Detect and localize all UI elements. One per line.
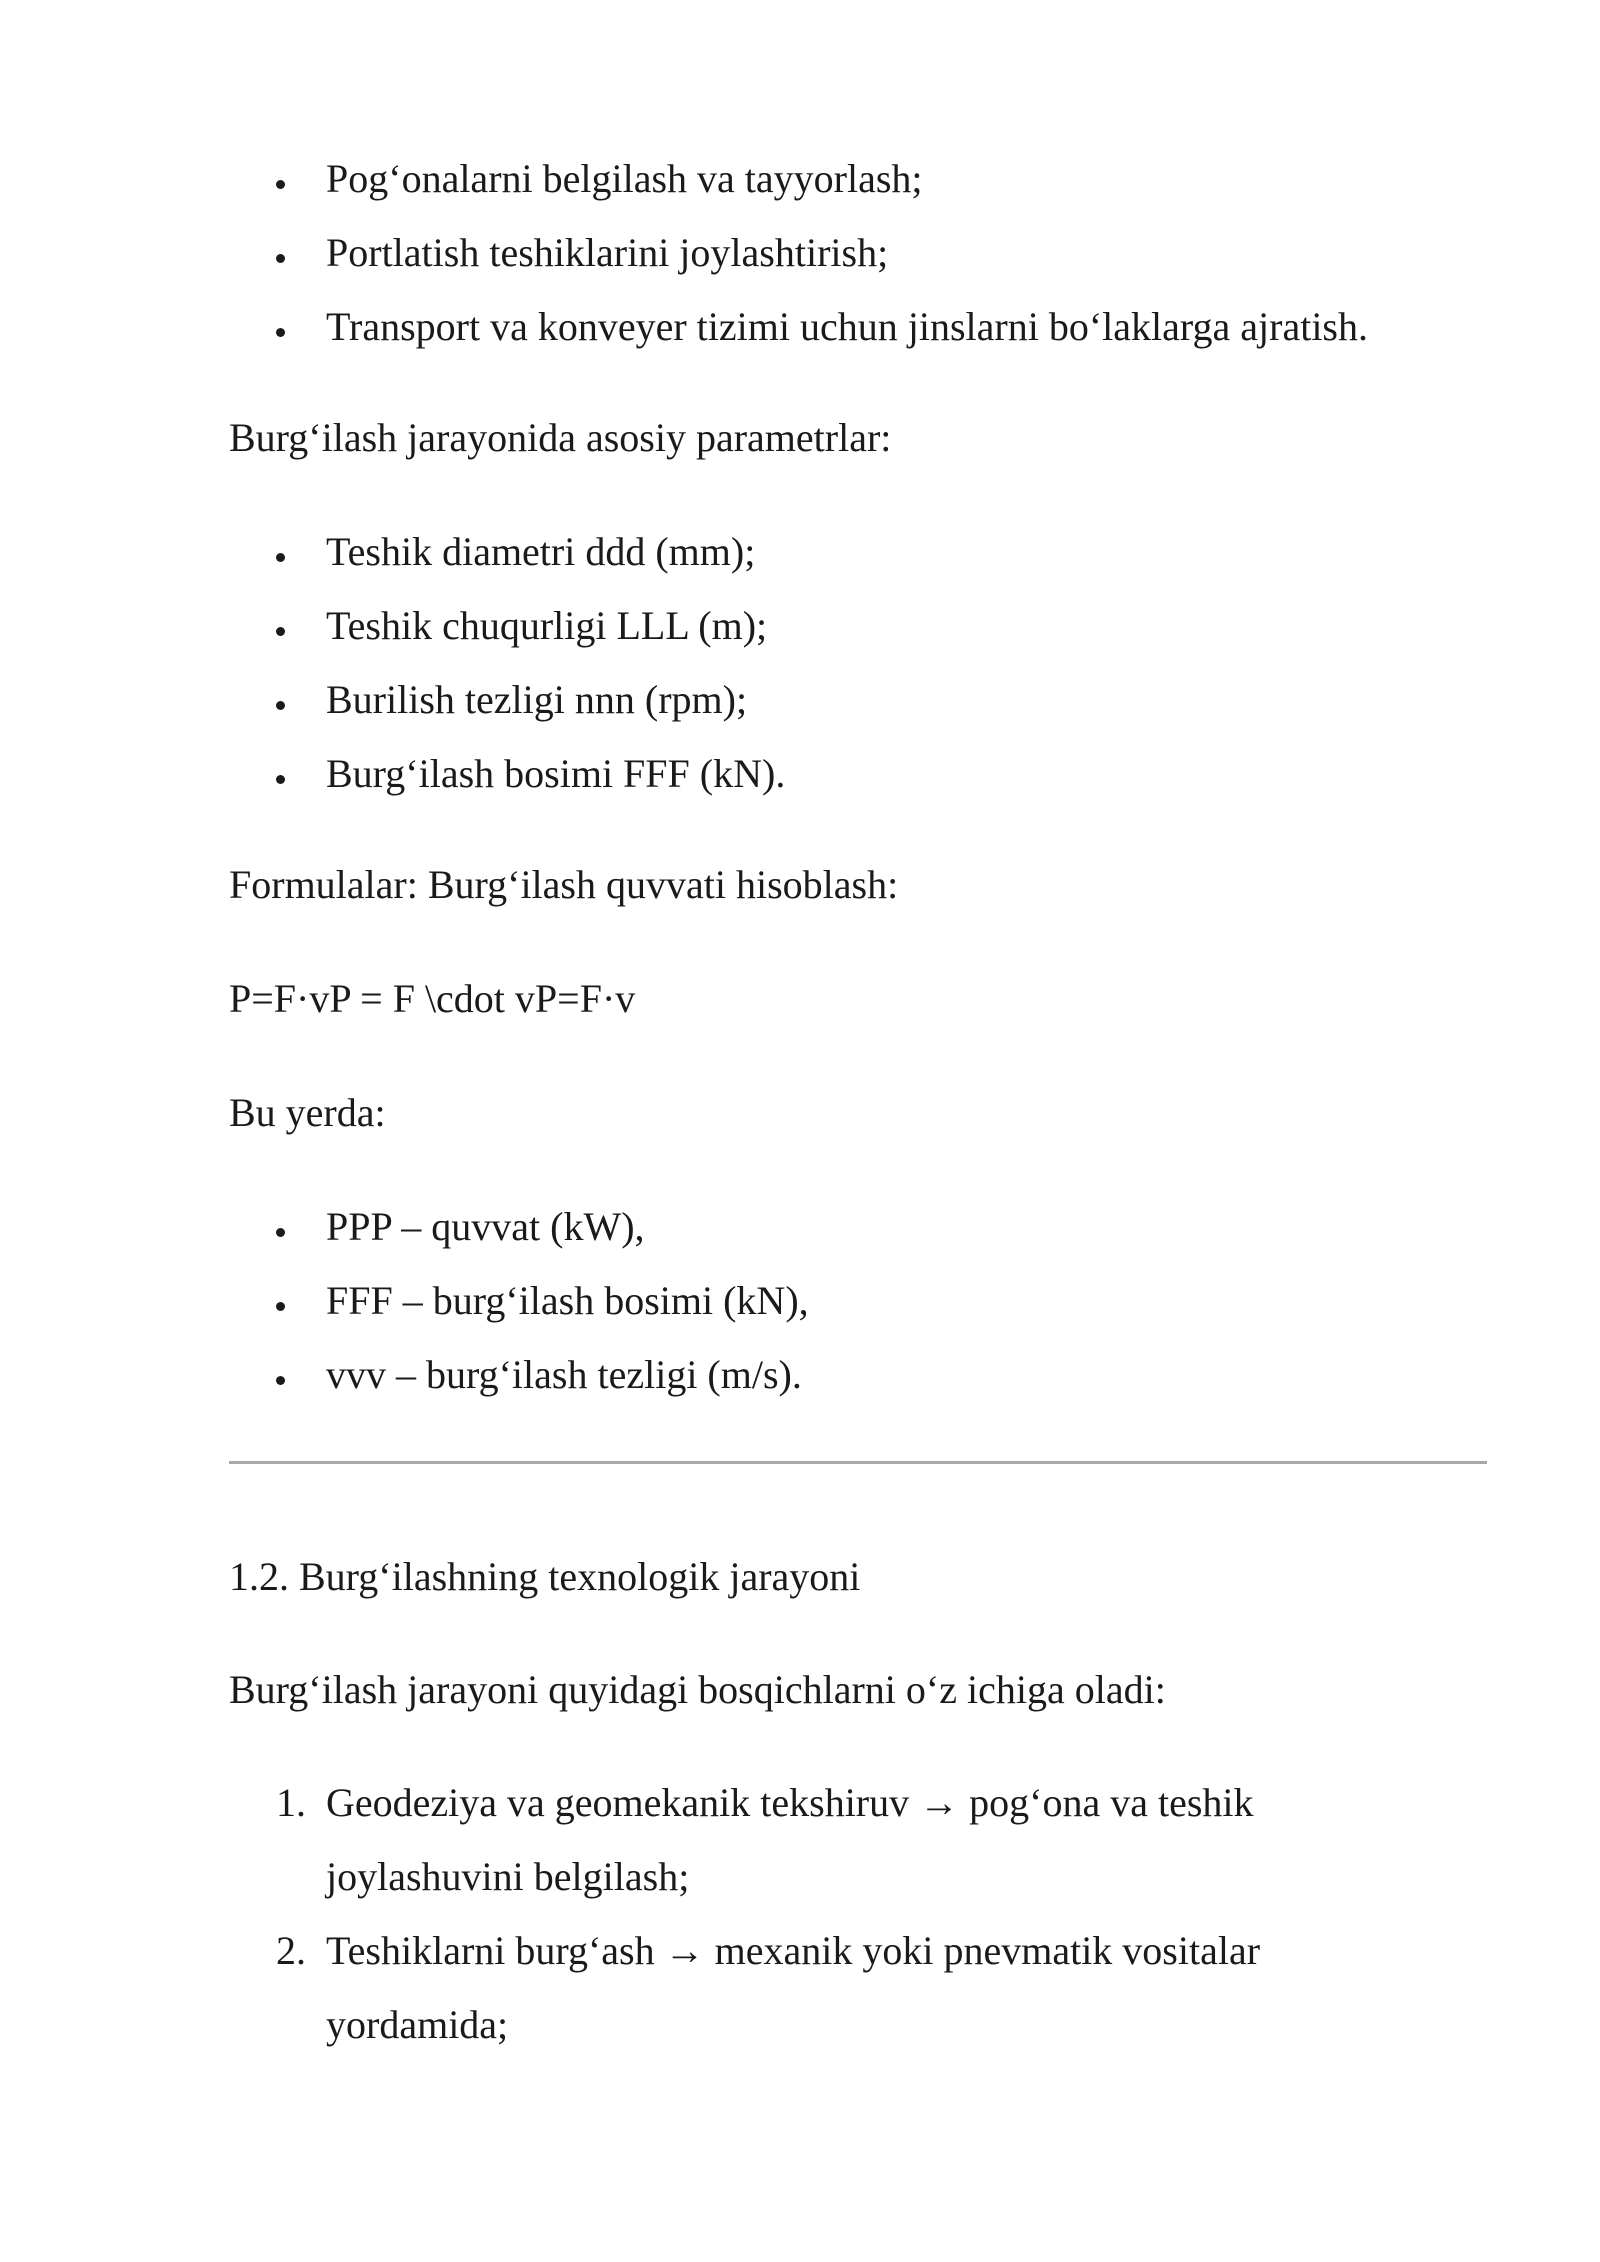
where-label: Bu yerda: bbox=[229, 1090, 386, 1135]
list-item: PPP – quvvat (kW), bbox=[326, 1204, 645, 1249]
list-item: Teshik chuqurligi LLL (m); bbox=[326, 603, 768, 648]
bullet-icon bbox=[276, 180, 285, 189]
step-number: 2. bbox=[276, 1928, 306, 1973]
section-heading: 1.2. Burg‘ilashning texnologik jarayoni bbox=[229, 1554, 861, 1599]
list-item: Teshik diametri ddd (mm); bbox=[326, 529, 756, 574]
bullet-icon bbox=[276, 1376, 285, 1385]
formulas-intro: Formulalar: Burg‘ilash quvvati hisoblash: bbox=[229, 862, 899, 907]
list-item: Burg‘ilash bosimi FFF (kN). bbox=[326, 751, 786, 796]
step-text-line: joylashuvini belgilash; bbox=[326, 1854, 690, 1899]
list-item: Portlatish teshiklarini joylashtirish; bbox=[326, 230, 889, 275]
step-number: 1. bbox=[276, 1780, 306, 1825]
step-text-line: Geodeziya va geomekanik tekshiruv → pog‘ona va teshik bbox=[326, 1780, 1254, 1825]
step-text-line: yordamida; bbox=[326, 2002, 509, 2047]
params-intro: Burg‘ilash jarayonida asosiy parametrlar: bbox=[229, 415, 892, 460]
list-item: Transport va konveyer tizimi uchun jinslarni bo‘laklarga ajratish. bbox=[326, 304, 1368, 349]
list-item: vvv – burg‘ilash tezligi (m/s). bbox=[326, 1352, 802, 1397]
bullet-icon bbox=[276, 328, 285, 337]
list-item: Burilish tezligi nnn (rpm); bbox=[326, 677, 748, 722]
bullet-icon bbox=[276, 1228, 285, 1237]
process-intro: Burg‘ilash jarayoni quyidagi bosqichlarni o‘z ichiga oladi: bbox=[229, 1667, 1166, 1712]
bullet-icon bbox=[276, 701, 285, 710]
formula: P=F·vP = F \cdot vP=F·v bbox=[229, 976, 636, 1021]
bullet-icon bbox=[276, 627, 285, 636]
list-item: Pog‘onalarni belgilash va tayyorlash; bbox=[326, 156, 923, 201]
bullet-icon bbox=[276, 1302, 285, 1311]
bullet-icon bbox=[276, 254, 285, 263]
step-text-line: Teshiklarni burg‘ash → mexanik yoki pnevmatik vositalar bbox=[326, 1928, 1261, 1973]
horizontal-divider bbox=[229, 1461, 1487, 1464]
bullet-icon bbox=[276, 553, 285, 562]
list-item: FFF – burg‘ilash bosimi (kN), bbox=[326, 1278, 809, 1323]
bullet-icon bbox=[276, 775, 285, 784]
